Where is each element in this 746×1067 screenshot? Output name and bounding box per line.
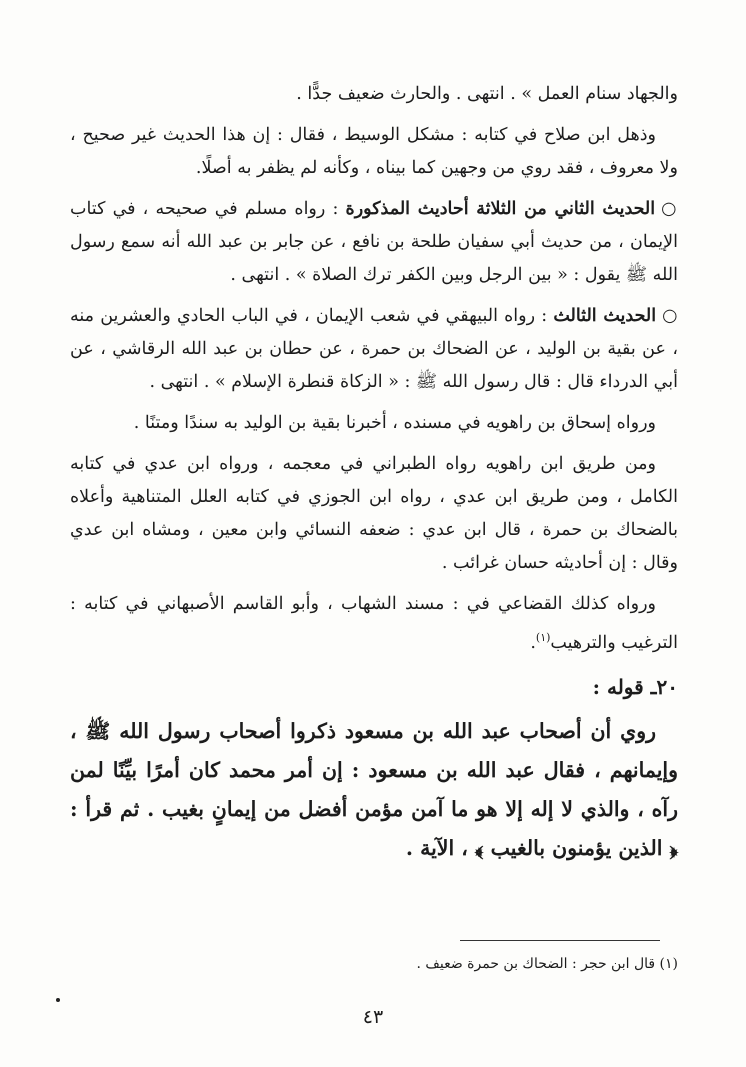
paragraph-ishaq: ورواه إسحاق بن راهويه في مسنده ، أخبرنا بقية بن الوليد به سندًا ومتنًا . [133,413,656,433]
hadith-three [70,300,678,399]
circle-marker-icon: ○ [662,306,678,326]
paragraph-jihad: والجهاد سنام العمل » . انتهى . والحارث ضعيف جدًّا . [296,84,678,104]
section-heading [70,668,678,706]
footnote-text: قال ابن حجر : الضحاك بن حمرة ضعيف . [416,956,656,972]
footnote-number: (١) [659,956,678,972]
quoted-text: روي أن أصحاب عبد الله بن مسعود ذكروا أصحاب رسول الله ﷺ ، وإيمانهم ، فقال عبد الله بن مسعود : إن أمر محمد كان أمرًا بيِّنًا لمن رآه ، والذي لا إله إلا هو ما آمن مؤمن أفضل من إيمانٍ بغيب . ثم قرأ : ﴿ الذين يؤمنون بالغيب ﴾ ، الآية . [70,718,678,860]
hadith-two-heading: الحديث الثاني من الثلاثة أحاديث المذكورة [345,199,656,219]
hadith-two-text: : رواه مسلم في صحيحه ، في كتاب الإيمان ، من حديث أبي سفيان طلحة بن نافع ، عن جابر بن عبد الله أنه سمع رسول الله ﷺ يقول : « بين الرجل وبين الكفر ترك الصلاة » . انتهى . [70,199,678,285]
footnote [70,952,678,976]
hadith-three-text: : رواه البيهقي في شعب الإيمان ، في الباب الحادي والعشرين منه ، عن بقية بن الوليد ، عن الضحاك بن حمرة ، عن حطان بن عبد الله الرقاشي ، عن أبي الدرداء قال : قال رسول الله ﷺ : « الزكاة قنطرة الإسلام » . انتهى . [70,306,678,392]
circle-marker-icon: ○ [661,199,678,219]
paragraph-tabarani: ومن طريق ابن راهويه رواه الطبراني في معجمه ، ورواه ابن عدي في كتابه الكامل ، ومن طريق ابن عدي ، رواه ابن الجوزي في كتابه العلل المتناهية وأعلاه بالضحاك بن حمرة ، قال ابن عدي : ضعفه النسائي وابن معين ، ومشاه ابن عدي وقال : إن أحاديثه حسان غرائب . [70,454,678,573]
footnote-separator [460,940,660,941]
paragraph-ibn-salah: وذهل ابن صلاح في كتابه : مشكل الوسيط ، فقال : إن هذا الحديث غير صحيح ، ولا معروف ، فقد روي من وجهين كما بيناه ، وكأنه لم يظفر به أصلًا. [70,125,678,178]
paragraph-qudai: ورواه كذلك القضاعي في : مسند الشهاب ، وأبو القاسم الأصبهاني في كتابه : الترغيب والترهيب$^{(١)}$. [70,594,678,653]
stray-dot [56,998,60,1002]
footnote-reference[interactable]: (١) [535,631,551,644]
page-number: ٤٣ [362,1006,384,1028]
page-body [70,78,678,868]
section-number: ٢٠ـ [650,674,678,699]
hadith-two [70,193,678,292]
paragraph-qudai-text: ورواه كذلك القضاعي في : مسند الشهاب ، وأبو القاسم الأصبهاني في كتابه : الترغيب والترهيب [70,594,678,653]
hadith-three-heading: الحديث الثالث [553,306,657,326]
section-title: قوله : [592,674,644,699]
